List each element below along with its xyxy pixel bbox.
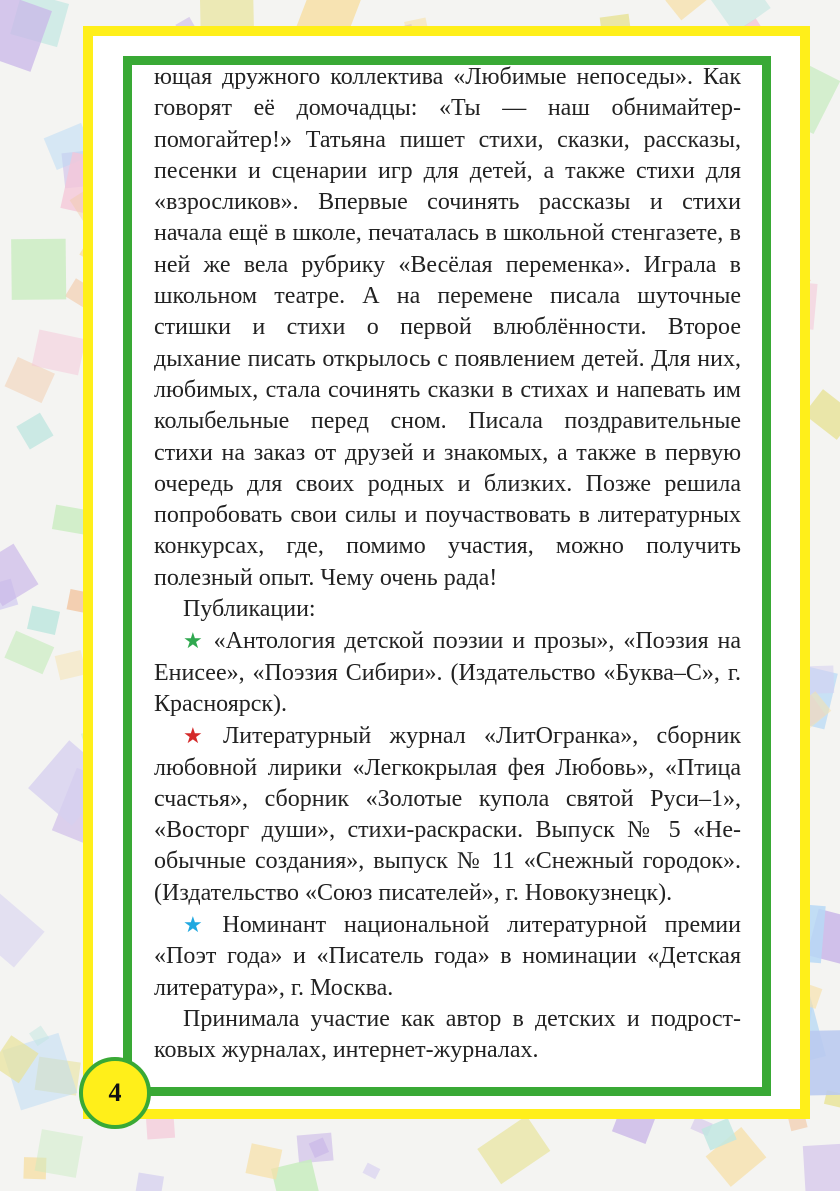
- confetti-piece: [135, 1172, 164, 1191]
- confetti-piece: [477, 1116, 550, 1185]
- confetti-piece: [0, 544, 39, 607]
- confetti-piece: [11, 239, 66, 300]
- page-number-badge: [79, 1057, 151, 1129]
- publications-heading: Публикации:: [183, 596, 316, 623]
- publication-text: «Антология детской поэзии и прозы», «Поэзия на Енисее», «Поэзия Сибири». (Издательство «Буква–С», г. Красноярск).: [154, 628, 741, 717]
- confetti-piece: [245, 1143, 282, 1179]
- confetti-piece: [0, 893, 45, 968]
- confetti-piece: [803, 1143, 840, 1191]
- publication-item: [154, 625, 741, 720]
- publication-text: Номинант национальной литературной премии «Поэт года» и «Писатель года» в номинации «Детская литература», г. Москва.: [154, 912, 741, 1001]
- publication-text: Литературный журнал «ЛитОгранка», сборник любовной лирики «Легкокрылая фея Любовь», «Птица счастья», сборник «Золотые купола святой Руси–1», «Восторг души», стихи-раскраски. Выпуск № 5 «Необычные создания», выпуск № 11 «Снежный городок». (Издательство «Союз писателей», г. Новокузнецк).: [154, 723, 741, 906]
- confetti-piece: [200, 0, 254, 29]
- page-number: 4: [108, 1078, 122, 1107]
- blue-star-icon: ★: [183, 912, 215, 938]
- confetti-piece: [4, 631, 54, 675]
- confetti-piece: [27, 606, 60, 635]
- publication-item: [154, 720, 741, 909]
- green-star-icon: ★: [183, 628, 206, 654]
- bio-paragraph: ющая дружного коллектива «Любимые непоседы». Как говорят её домочадцы: «Ты — наш обнимайтер-помогайтер!» Татьяна пишет стихи, сказки, рассказы, песенки и сценарии игр для детей, а также стихи для «взросликов». Впервые сочинять рассказы и стихи начала ещё в школе, печаталась в школьной стенгазете, в ней же вела рубрику «Весёлая переменка». Играла в школьном театре. А на перемене писала шуточные стишки и стихи о первой влюблённости. Второе дыхание писать открылось с появлением детей. Для них, любимых, стала сочинять сказки в стихах и напевать им колыбельные перед сном. Писала поздравительные стихи на заказ от друзей и знакомых, а также в первую очередь для своих родных и близких. Позже решила попробовать свои силы и поучаствовать в литературных конкурсах, где, помимо участия, можно получить полезный опыт. Чему очень рада!: [154, 64, 741, 591]
- confetti-piece: [16, 413, 53, 450]
- confetti-piece: [297, 1133, 334, 1164]
- page-text: [154, 62, 741, 1067]
- confetti-piece: [55, 650, 87, 680]
- closing-paragraph: Принимала участие как автор в детских и подростковых журналах, интернет-журналах.: [154, 1005, 741, 1064]
- confetti-piece: [35, 1129, 83, 1178]
- red-star-icon: ★: [183, 723, 215, 749]
- publication-item: [154, 909, 741, 1004]
- confetti-piece: [363, 1163, 381, 1180]
- confetti-piece: [665, 0, 708, 20]
